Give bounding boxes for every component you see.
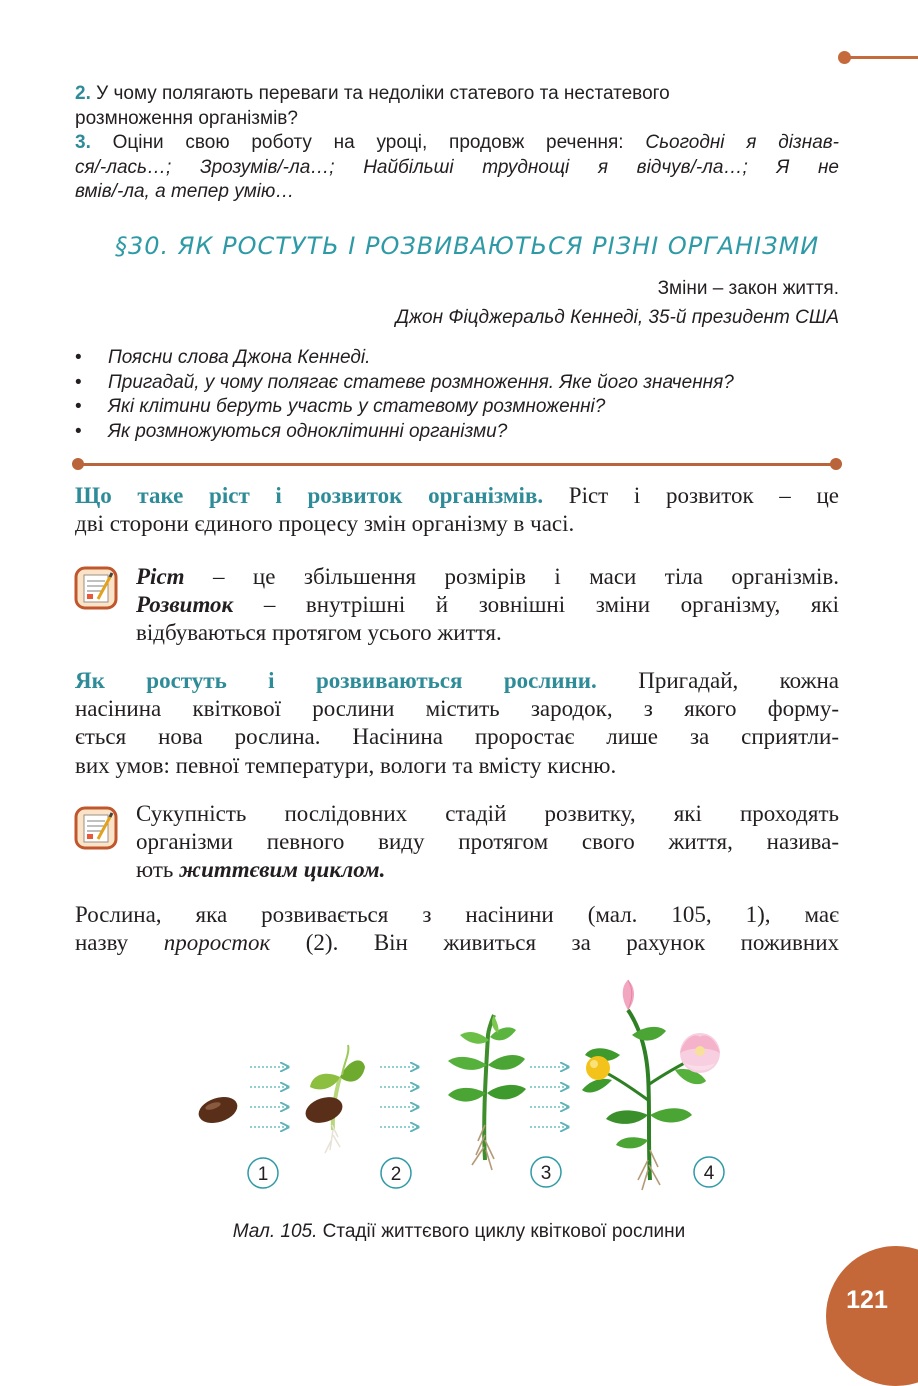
stage-label-4 <box>694 1157 724 1187</box>
question-2-line-1: У чому полягають переваги та недоліки статевого та нестатевого <box>96 83 670 104</box>
rose-flower <box>680 1033 720 1073</box>
question-3-line-2: ся/-лась…; Зрозумів/-ла…; Найбільші труднощі я відчув/-ла…; Я не <box>75 156 839 178</box>
definition-growth-development <box>136 563 839 648</box>
paragraph-lead: Що таке ріст і розвиток організмів. <box>75 483 544 508</box>
page-number-badge <box>826 1246 918 1386</box>
definition-text: – внутрішні й зовнішні зміни організму, які <box>263 592 839 618</box>
question-3-number: 3. <box>75 132 91 153</box>
question-3 <box>75 131 839 205</box>
paragraph-text: (2). Він живиться за рахунок поживних <box>305 930 840 956</box>
divider-dot-left <box>72 458 84 470</box>
arrow-group-3 <box>530 1067 568 1127</box>
stage-label-text: 4 <box>703 1163 715 1184</box>
paragraph-growth-intro <box>75 482 839 538</box>
question-3-line-1-plain: Оціни свою роботу на уроці, продовж речення: <box>112 132 624 153</box>
question-3-line-1-italic: Сьогодні я дізнав- <box>645 132 840 153</box>
stage-label-text: 3 <box>540 1163 552 1184</box>
question-2-line-2: розмноження організмів? <box>75 107 298 129</box>
term-development: Розвиток <box>136 592 234 618</box>
question-2 <box>75 82 839 131</box>
definition-text: організми певного виду протягом свого життя, назива- <box>136 829 839 855</box>
young-plant-illustration <box>448 1015 526 1170</box>
review-questions-list <box>75 346 875 444</box>
arrow-group-2 <box>380 1067 418 1127</box>
paragraph-plant-growth <box>75 667 839 780</box>
epigraph-author: Джон Фіцджеральд Кеннеді, 35-й президент США <box>395 307 839 328</box>
section-divider <box>78 463 836 466</box>
definition-text: – це збільшення розмірів і маси тіла організмів. <box>212 564 840 589</box>
question-3-line-3: вмів/-ла, а тепер умію… <box>75 181 295 202</box>
list-item: • Як розмножуються одноклітинні організми? <box>75 420 508 442</box>
paragraph-text: назву <box>75 930 129 956</box>
paragraph-text: дві сторони єдиного процесу змін організму в часі. <box>75 511 575 537</box>
question-2-number: 2. <box>75 83 91 104</box>
section-heading: §30. ЯК РОСТУТЬ І РОЗВИВАЮТЬСЯ РІЗНІ ОРГАНІЗМИ <box>115 232 820 260</box>
term-growth: Ріст <box>136 564 185 589</box>
stage-label-2 <box>381 1158 411 1188</box>
paragraph-lead: Як ростуть і розвиваються рослини. <box>75 668 597 693</box>
paragraph-text: вих умов: певної температури, вологи та вмісту кисню. <box>75 752 617 778</box>
paragraph-text: насінина квіткової рослини містить зародок, з якого форму- <box>75 696 839 722</box>
seed-illustration <box>195 1092 240 1127</box>
sprout-illustration <box>302 1045 365 1153</box>
stage-label-text: 2 <box>390 1164 402 1185</box>
definition-text: ють <box>136 857 174 883</box>
definition-notepad-icon <box>74 566 118 610</box>
figure-caption-text: Стадії життєвого циклу квіткової рослини <box>322 1221 686 1242</box>
figure-caption <box>0 1221 918 1243</box>
list-item: • Пригадай, у чому полягає статеве розмноження. Яке його значення? <box>75 371 734 393</box>
definition-life-cycle <box>136 800 839 885</box>
top-decoration-line <box>848 56 918 59</box>
list-item: • Які клітини беруть участь у статевому розмноженні? <box>75 396 606 418</box>
paragraph-seedling <box>75 901 839 957</box>
figure-caption-number: Мал. 105. <box>232 1221 318 1242</box>
definition-text: Сукупність послідовних стадій розвитку, які проходять <box>136 801 839 826</box>
definition-text: відбуваються протягом усього життя. <box>136 620 502 646</box>
list-item: • Поясни слова Джона Кеннеді. <box>75 347 371 368</box>
paragraph-text: Рослина, яка розвивається з насінини (мал. 105, 1), має <box>75 902 839 927</box>
paragraph-text: Ріст і розвиток – це <box>568 483 839 508</box>
top-decoration-dot <box>838 51 851 64</box>
stage-label-3 <box>531 1157 561 1187</box>
flowering-plant-illustration <box>582 980 720 1190</box>
page-number: 121 <box>846 1286 888 1314</box>
divider-dot-right <box>830 458 842 470</box>
definition-notepad-icon <box>74 806 118 850</box>
epigraph-quote: Зміни – закон життя. <box>657 278 839 299</box>
paragraph-text: Пригадай, кожна <box>638 668 840 693</box>
life-cycle-figure <box>180 975 740 1195</box>
term-life-cycle: життєвим циклом. <box>179 857 386 883</box>
stage-label-1 <box>248 1158 278 1188</box>
paragraph-text: ється нова рослина. Насінина проростає лише за сприятли- <box>75 724 839 750</box>
stage-label-text: 1 <box>257 1164 269 1185</box>
term-seedling: проросток <box>163 930 271 956</box>
arrow-group-1 <box>250 1067 288 1127</box>
